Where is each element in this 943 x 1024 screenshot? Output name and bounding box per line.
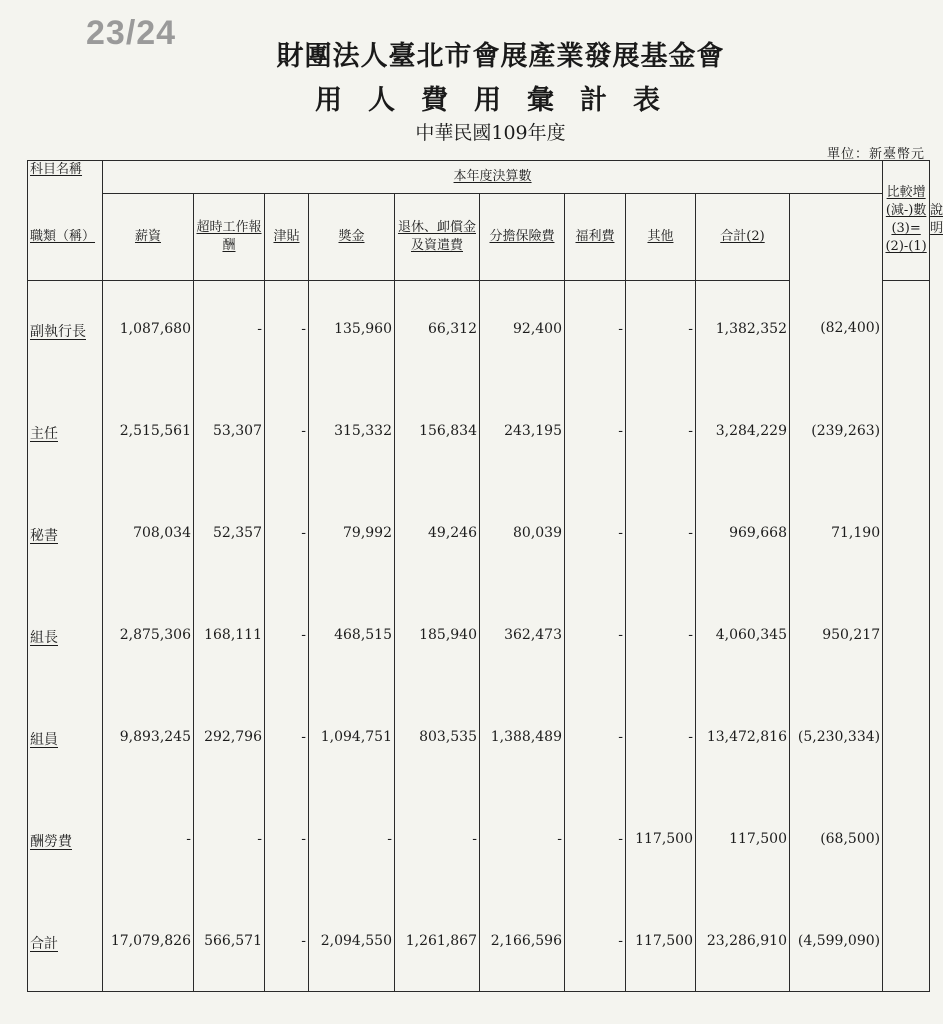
cell-welfare: - [565, 893, 626, 992]
row-label: 副執行長 [28, 280, 103, 383]
cell-note [883, 383, 930, 485]
cell-total: 13,472,816 [696, 689, 790, 791]
cell-overtime: - [194, 280, 265, 383]
cell-other: - [626, 587, 696, 689]
cell-note [883, 587, 930, 689]
row-label: 酬勞費 [28, 791, 103, 893]
cell-total: 1,382,352 [696, 280, 790, 383]
cell-pension: 185,940 [395, 587, 480, 689]
cell-total: 3,284,229 [696, 383, 790, 485]
cell-note [883, 689, 930, 791]
cell-insurance: 243,195 [480, 383, 565, 485]
cell-total: 969,668 [696, 485, 790, 587]
cell-allowance: - [265, 383, 309, 485]
header-overtime: 超時工作報酬 [194, 194, 265, 281]
cell-compare: 71,190 [790, 485, 883, 587]
cell-note [883, 893, 930, 992]
header-pension: 退休、卹償金及資遣費 [395, 194, 480, 281]
document-title: 用人費用彙計表 [315, 85, 686, 116]
header-subject-name: 科目名稱 [28, 161, 103, 194]
cell-bonus: 2,094,550 [309, 893, 395, 992]
header-compare: 比較增(減-)數(3)=(2)-(1) [883, 161, 930, 281]
header-welfare: 福利費 [565, 194, 626, 281]
cell-other: 117,500 [626, 893, 696, 992]
cell-compare: (5,230,334) [790, 689, 883, 791]
cell-welfare: - [565, 587, 626, 689]
header-current-year-final: 本年度決算數 [103, 161, 883, 194]
cell-salary: 708,034 [103, 485, 194, 587]
cell-compare: (68,500) [790, 791, 883, 893]
cell-pension: - [395, 791, 480, 893]
row-label: 組長 [28, 587, 103, 689]
cell-allowance: - [265, 587, 309, 689]
table-row [28, 280, 930, 383]
cell-welfare: - [565, 791, 626, 893]
table-row [28, 689, 930, 791]
cell-compare: (239,263) [790, 383, 883, 485]
cell-compare: (4,599,090) [790, 893, 883, 992]
cell-other: - [626, 280, 696, 383]
cell-overtime: 52,357 [194, 485, 265, 587]
table-row-total [28, 893, 930, 992]
cell-pension: 156,834 [395, 383, 480, 485]
cell-welfare: - [565, 689, 626, 791]
row-label: 秘書 [28, 485, 103, 587]
organization-title: 財團法人臺北市會展產業發展基金會 [276, 41, 725, 72]
cell-other: 117,500 [626, 791, 696, 893]
table-row [28, 383, 930, 485]
cell-pension: 49,246 [395, 485, 480, 587]
cell-overtime: - [194, 791, 265, 893]
row-label: 主任 [28, 383, 103, 485]
header-allowance: 津貼 [265, 194, 309, 281]
page-number: 23/24 [86, 14, 177, 52]
cell-other: - [626, 383, 696, 485]
cell-bonus: 135,960 [309, 280, 395, 383]
cell-overtime: 566,571 [194, 893, 265, 992]
cell-allowance: - [265, 893, 309, 992]
cell-welfare: - [565, 280, 626, 383]
header-job-category: 職類（稱） [28, 194, 103, 281]
cell-note [883, 791, 930, 893]
cell-pension: 66,312 [395, 280, 480, 383]
cell-overtime: 53,307 [194, 383, 265, 485]
cell-other: - [626, 689, 696, 791]
cell-salary: 1,087,680 [103, 280, 194, 383]
cell-pension: 803,535 [395, 689, 480, 791]
header-insurance: 分擔保險費 [480, 194, 565, 281]
cell-bonus: 315,332 [309, 383, 395, 485]
cell-insurance: - [480, 791, 565, 893]
cell-salary: 17,079,826 [103, 893, 194, 992]
header-other: 其他 [626, 194, 696, 281]
cell-pension: 1,261,867 [395, 893, 480, 992]
cell-allowance: - [265, 791, 309, 893]
cell-salary: 2,515,561 [103, 383, 194, 485]
row-label: 組員 [28, 689, 103, 791]
table-row [28, 587, 930, 689]
fiscal-year: 中華民國109年度 [415, 122, 566, 144]
cell-total: 4,060,345 [696, 587, 790, 689]
cell-note [883, 280, 930, 383]
cell-insurance: 2,166,596 [480, 893, 565, 992]
cell-bonus: 79,992 [309, 485, 395, 587]
cell-insurance: 1,388,489 [480, 689, 565, 791]
cell-overtime: 168,111 [194, 587, 265, 689]
personnel-expense-table: 科目名稱 本年度決算數 比較增(減-)數(3)=(2)-(1) 說明 職類（稱） 薪資 超時工作報酬 津貼 獎金 退休、卹償金及資遣費 分擔保險費 福利費 其他 合計(2) 副執行長 1,087,680 - - 135,960 66,312 92,400 - - 1,382,352 (82,400) 主任 2,515,561 53,307 - 315,332 156,834 243,195 - - 3,284,229 (239,263) 秘書 708,034 52,357 - 79,992 49,246 80,039 - - 969,668 71,190 組長 2,875,306 168,111 - 468,515 185,940 362,473 - - 4,060,345 950,217 組員 9,893,245 292,796 - 1,094,751 803,535 1,388,489 - - 13,472,816 (5,230,334) 酬勞費 - - - - - - - 117,500 117,500 (68,500) 合計 17,079,826 566,571 - 2,094,550 1,261,867 2,166,596 - 117,500 23,286,910 (4,599,090) [27, 160, 930, 992]
cell-allowance: - [265, 689, 309, 791]
cell-other: - [626, 485, 696, 587]
cell-welfare: - [565, 485, 626, 587]
cell-allowance: - [265, 280, 309, 383]
row-label: 合計 [28, 893, 103, 992]
cell-bonus: 1,094,751 [309, 689, 395, 791]
cell-total: 117,500 [696, 791, 790, 893]
cell-note [883, 485, 930, 587]
cell-insurance: 362,473 [480, 587, 565, 689]
cell-salary: - [103, 791, 194, 893]
header-total: 合計(2) [696, 194, 790, 281]
cell-total: 23,286,910 [696, 893, 790, 992]
currency-unit: 單位：新臺幣元 [826, 147, 925, 162]
header-salary: 薪資 [103, 194, 194, 281]
cell-compare: 950,217 [790, 587, 883, 689]
cell-insurance: 92,400 [480, 280, 565, 383]
cell-salary: 2,875,306 [103, 587, 194, 689]
table-row [28, 791, 930, 893]
cell-bonus: - [309, 791, 395, 893]
cell-allowance: - [265, 485, 309, 587]
cell-welfare: - [565, 383, 626, 485]
cell-insurance: 80,039 [480, 485, 565, 587]
cell-compare: (82,400) [790, 280, 883, 383]
header-bonus: 獎金 [309, 194, 395, 281]
table-row [28, 485, 930, 587]
cell-bonus: 468,515 [309, 587, 395, 689]
cell-salary: 9,893,245 [103, 689, 194, 791]
cell-overtime: 292,796 [194, 689, 265, 791]
